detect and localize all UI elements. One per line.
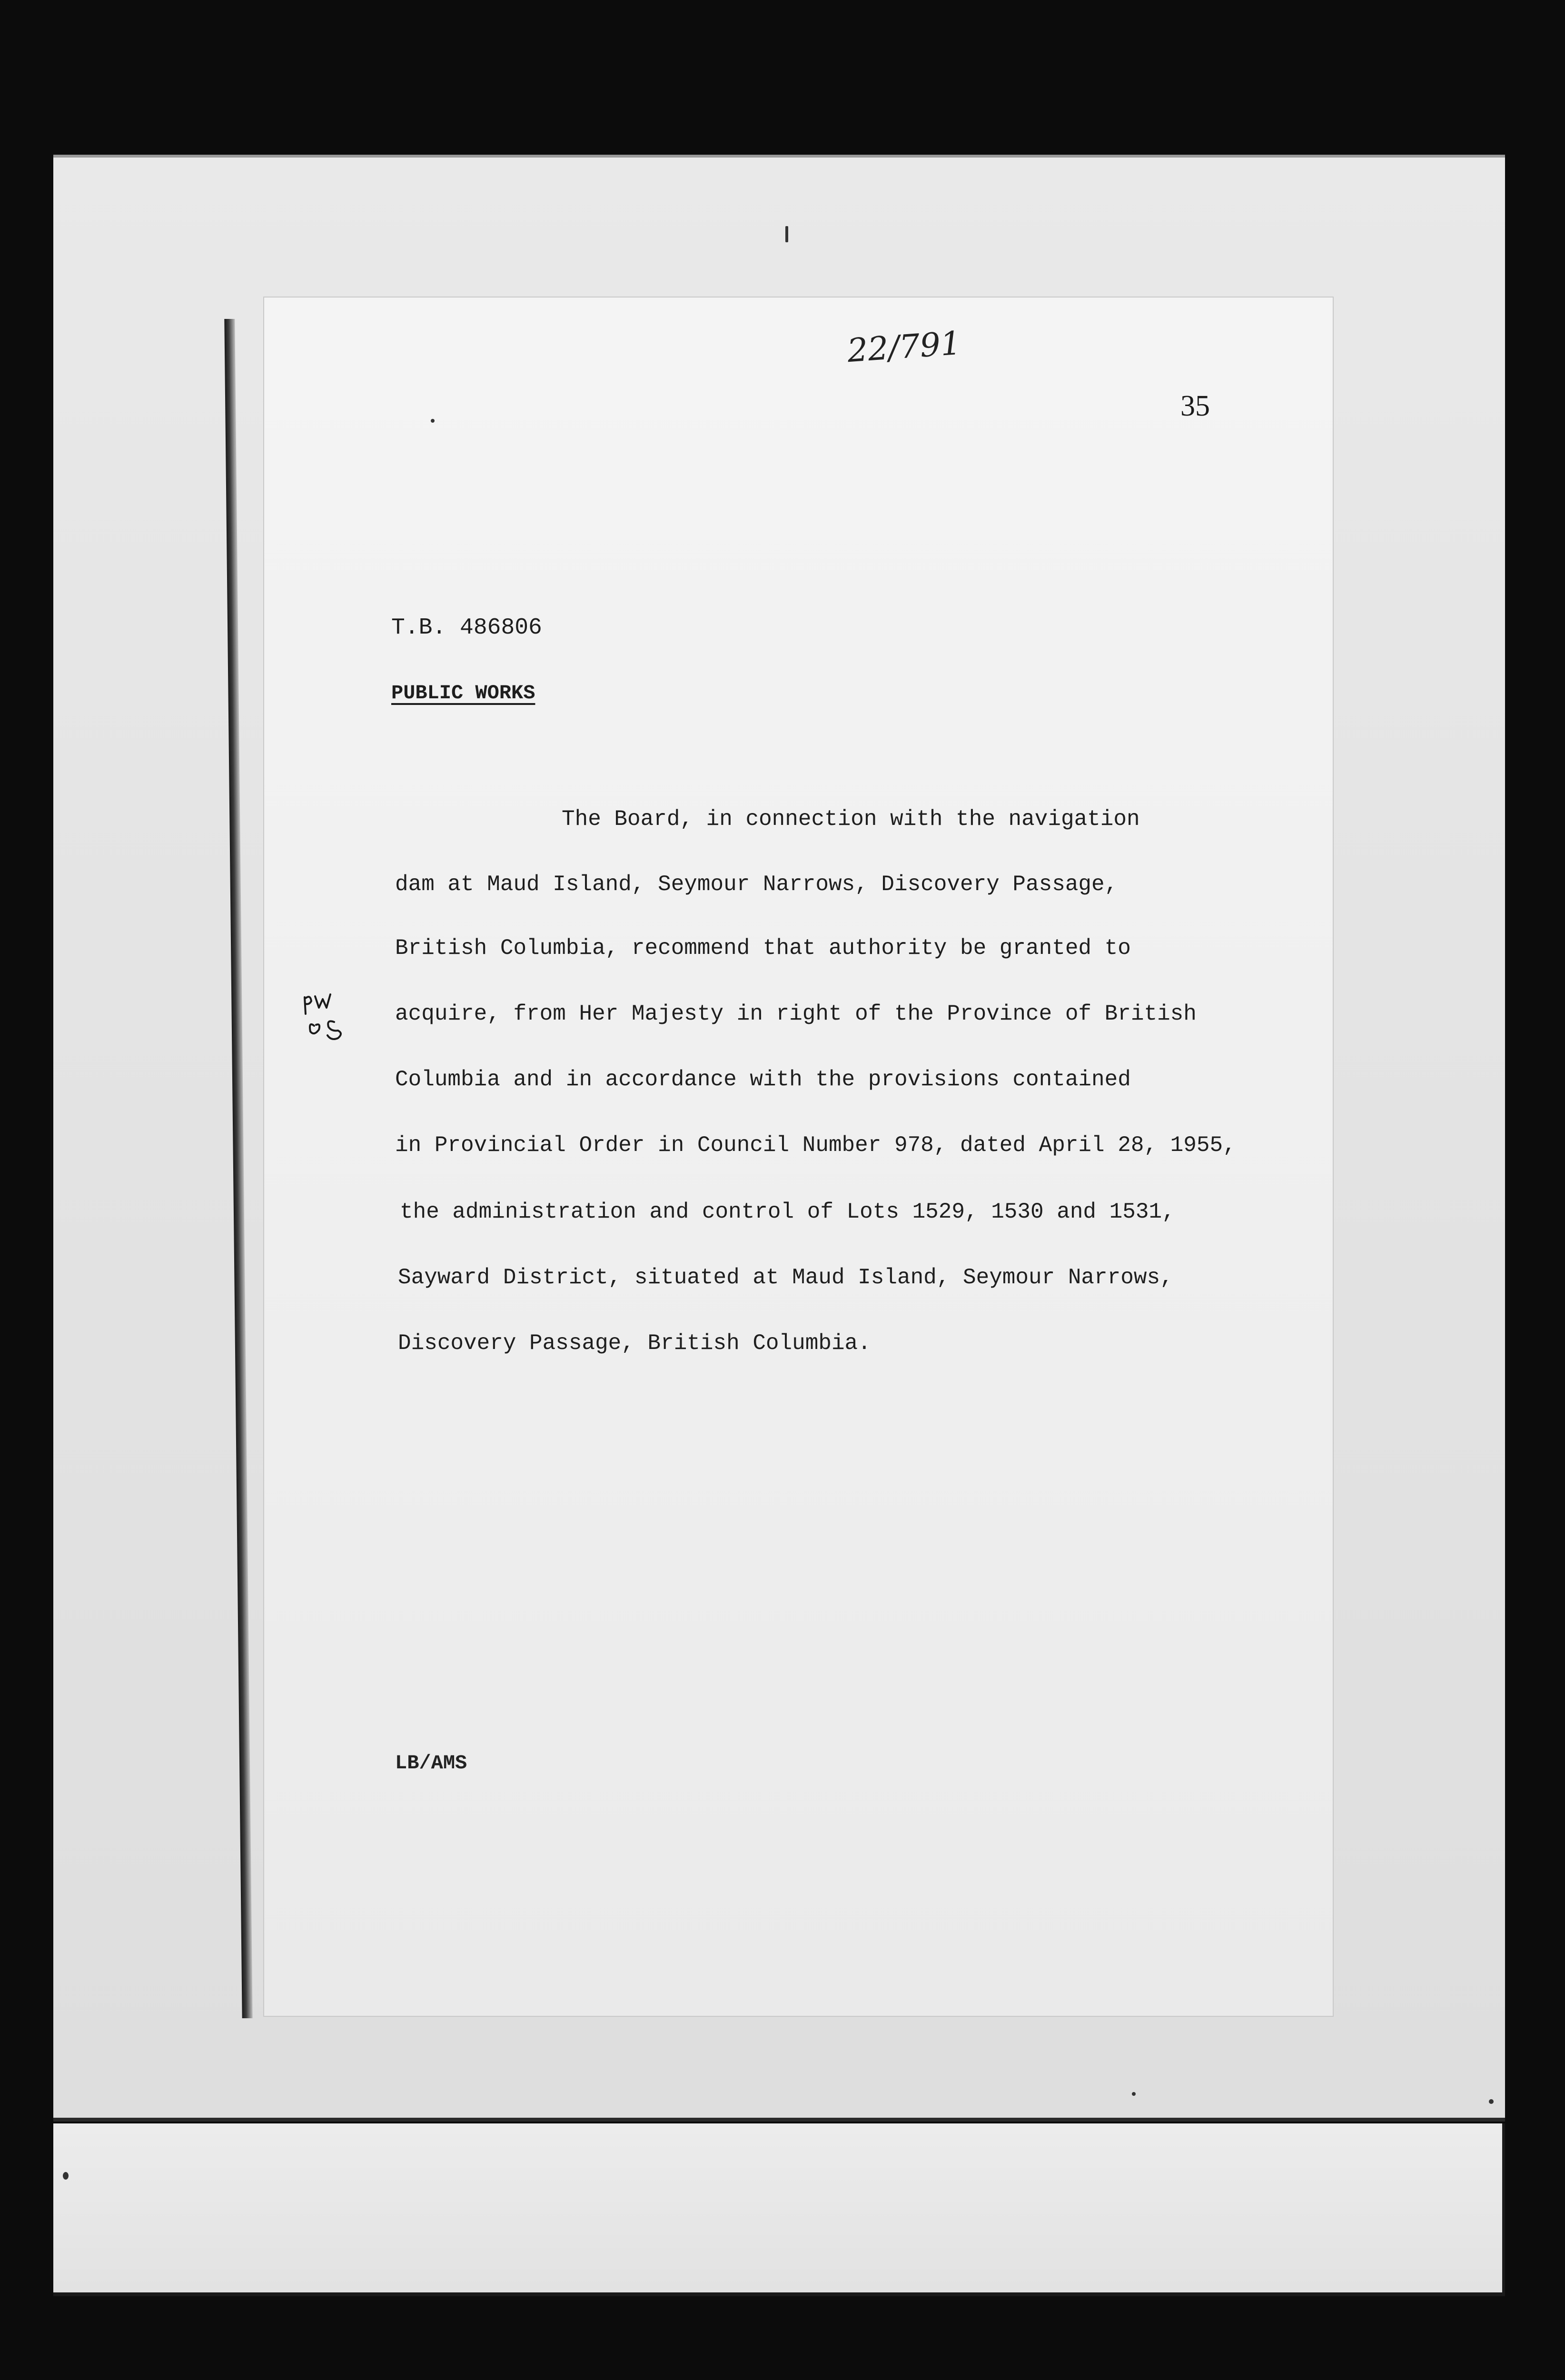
page-number: 35 [1180,390,1210,422]
body-line: dam at Maud Island, Seymour Narrows, Discovery Passage, [395,872,1118,897]
dust-speck [1489,2099,1494,2104]
handwritten-margin-initials-icon [300,988,352,1045]
body-line: Sayward District, situated at Maud Island, Seymour Narrows, [398,1265,1173,1290]
treasury-board-reference: T.B. 486806 [391,615,542,641]
body-line: The Board, in connection with the navigation [562,807,1140,832]
typist-initials: LB/AMS [395,1752,467,1775]
body-line: Discovery Passage, British Columbia. [398,1331,871,1356]
dust-speck [431,419,435,423]
body-line: British Columbia, recommend that authority be granted to [395,936,1131,961]
handwritten-file-number: 22/791 [846,324,962,370]
dust-speck [63,2172,69,2180]
body-line: Columbia and in accordance with the provisions contained [395,1067,1131,1092]
dust-speck [1132,2092,1136,2096]
body-line: acquire, from Her Majesty in right of the Province of British [395,1002,1197,1026]
bottom-strip [53,2123,1505,2296]
body-line: the administration and control of Lots 1529, 1530 and 1531, [400,1200,1175,1224]
body-line: in Provincial Order in Council Number 978, dated April 28, 1955, [395,1133,1236,1158]
section-heading: PUBLIC WORKS [391,682,535,704]
dust-speck [785,226,788,242]
